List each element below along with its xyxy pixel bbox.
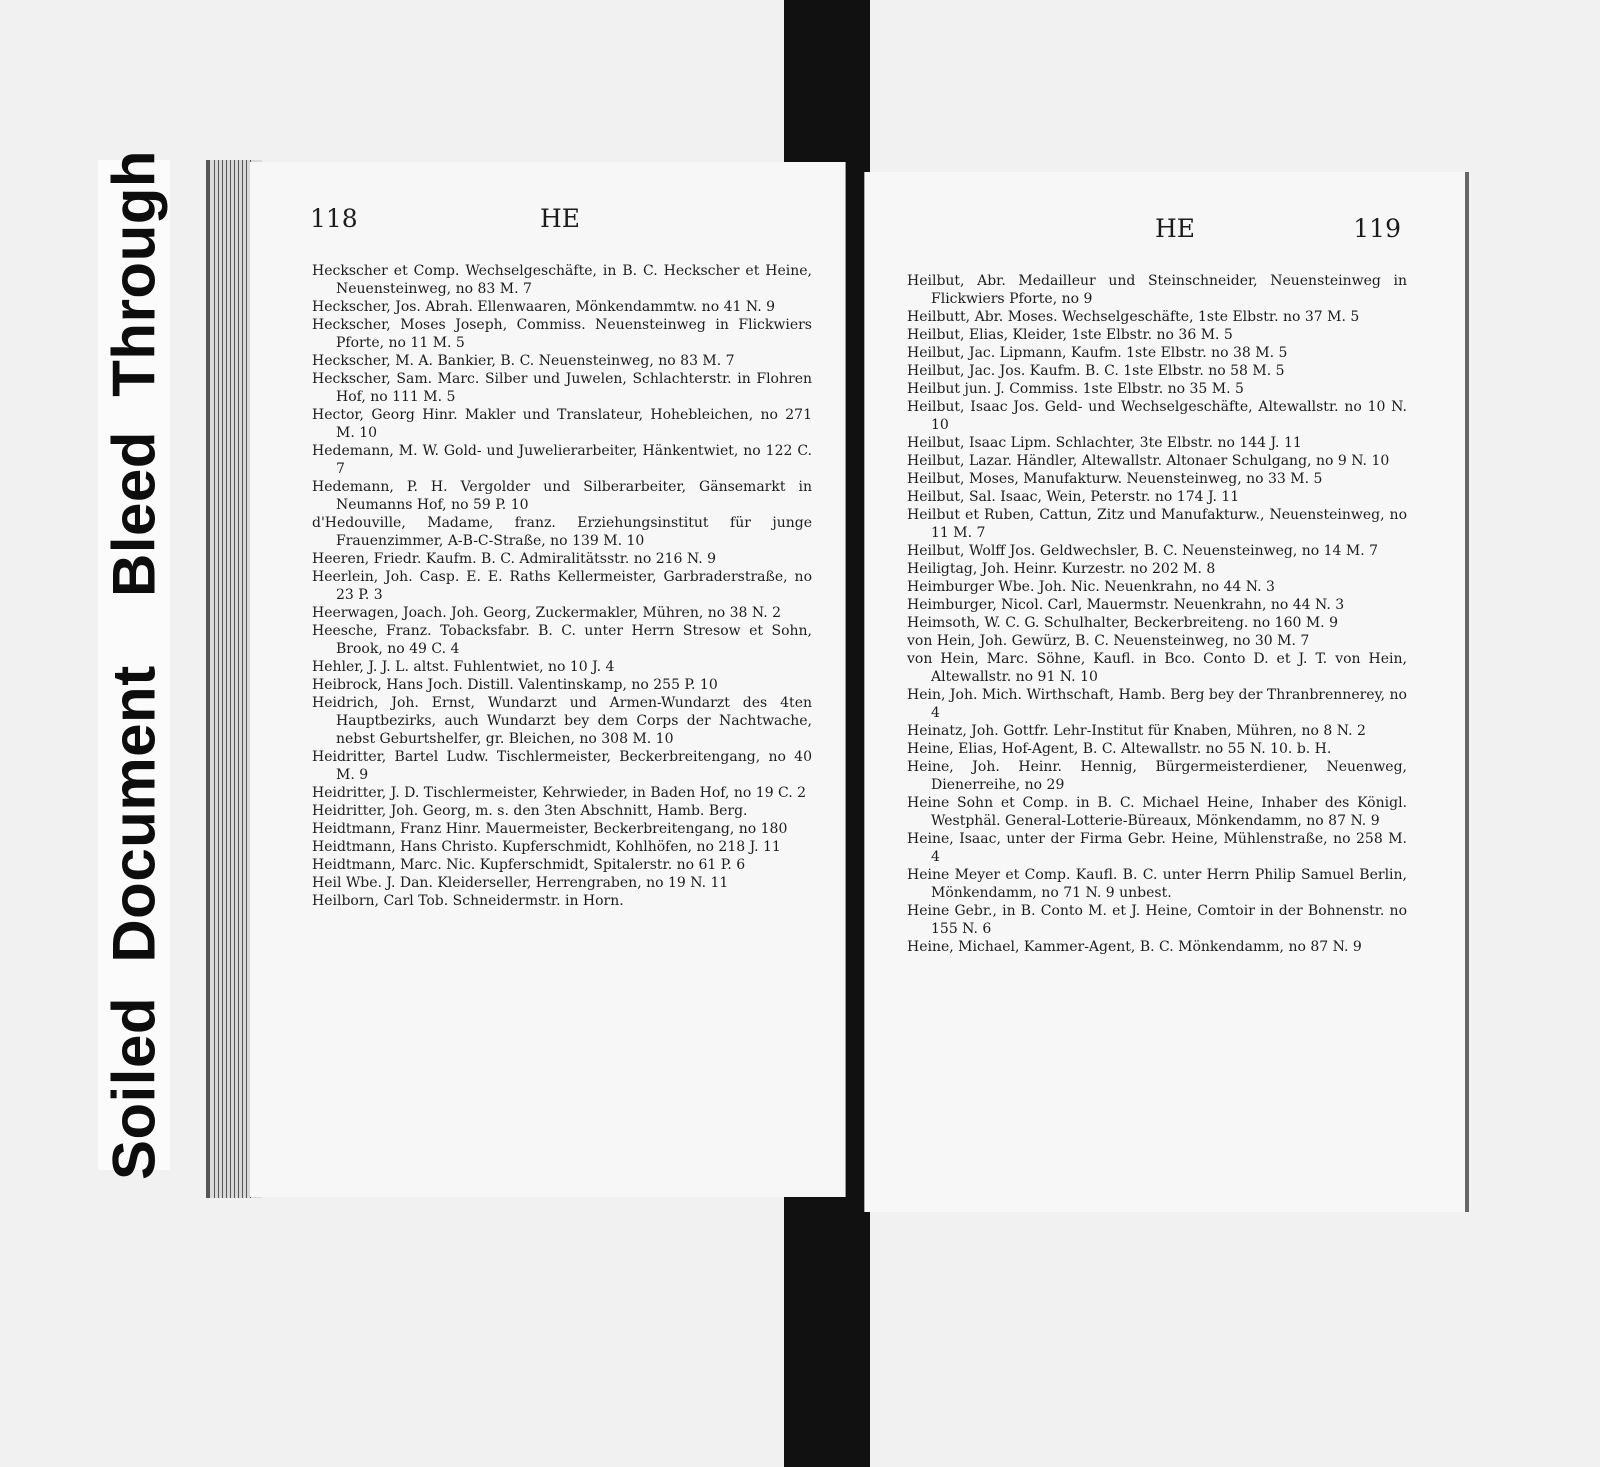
list-item: Heilbut jun. J. Commiss. 1ste Elbstr. no 35 M. 5 (907, 381, 1244, 397)
list-item: Heckscher, Moses Joseph, Commiss. Neuensteinweg in Flickwiers Pforte, no 11 M. 5 (312, 317, 812, 351)
list-item: Heilbut, Sal. Isaac, Wein, Peterstr. no 174 J. 11 (907, 489, 1240, 505)
list-item: Heilbutt, Abr. Moses. Wechselgeschäfte, 1ste Elbstr. no 37 M. 5 (907, 309, 1360, 325)
list-item: Heine, Michael, Kammer-Agent, B. C. Mönkendamm, no 87 N. 9 (907, 939, 1362, 955)
list-item: Heil Wbe. J. Dan. Kleiderseller, Herrengraben, no 19 N. 11 (312, 875, 729, 891)
list-item: Heckscher, Jos. Abrah. Ellenwaaren, Mönkendammtw. no 41 N. 9 (312, 299, 775, 315)
stamp-label (98, 149, 170, 1181)
list-item: von Hein, Joh. Gewürz, B. C. Neuensteinweg, no 30 M. 7 (907, 633, 1310, 649)
list-item: Heine, Joh. Heinr. Hennig, Bürgermeisterdiener, Neuenweg, Dienerreihe, no 29 (907, 759, 1407, 793)
list-item: Heesche, Franz. Tobacksfabr. B. C. unter Herrn Stresow et Sohn, Brook, no 49 C. 4 (312, 623, 812, 657)
list-item: Heiligtag, Joh. Heinr. Kurzestr. no 202 M. 8 (907, 561, 1216, 577)
stamp-text (100, 150, 169, 1180)
list-item: Heilbut, Moses, Manufakturw. Neuensteinweg, no 33 M. 5 (907, 471, 1323, 487)
list-item: Heilbut, Lazar. Händler, Altewallstr. Altonaer Schulgang, no 9 N. 10 (907, 453, 1390, 469)
list-item: Heine Meyer et Comp. Kaufl. B. C. unter Herrn Philip Samuel Berlin, Mönkendamm, no 71 N. 9 unbest. (907, 867, 1407, 901)
list-item: Heidritter, J. D. Tischlermeister, Kehrwieder, in Baden Hof, no 19 C. 2 (312, 785, 807, 801)
stamp-word-document: Document (100, 665, 168, 963)
stamp-word-soiled: Soiled (100, 997, 168, 1181)
list-item: Heilbut, Abr. Medailleur und Steinschneider, Neuensteinweg in Flickwiers Pforte, no 9 (907, 273, 1407, 307)
list-item: Hehler, J. J. L. altst. Fuhlentwiet, no 10 J. 4 (312, 659, 615, 675)
list-item: d'Hedouville, Madame, franz. Erziehungsinstitut für junge Frauenzimmer, A-B-C-Straße, no 139 M. 10 (312, 515, 812, 549)
right-page (864, 172, 1469, 1212)
stamp-word-through: Through (100, 149, 168, 397)
list-item: Heimsoth, W. C. G. Schulhalter, Beckerbreiteng. no 160 M. 9 (907, 615, 1338, 631)
entry-list (907, 272, 1407, 956)
list-item: Heeren, Friedr. Kaufm. B. C. Admiralitätsstr. no 216 N. 9 (312, 551, 717, 567)
running-head: HE (1155, 214, 1196, 243)
list-item: Heerwagen, Joach. Joh. Georg, Zuckermakler, Mühren, no 38 N. 2 (312, 605, 782, 621)
list-item: Heine Sohn et Comp. in B. C. Michael Heine, Inhaber des Königl. Westphäl. General-Lotterie-Büreaux, Mönkendamm, no 87 N. 9 (907, 795, 1407, 829)
list-item: Heimburger Wbe. Joh. Nic. Neuenkrahn, no 44 N. 3 (907, 579, 1275, 595)
list-item: Heilborn, Carl Tob. Schneidermstr. in Horn. (312, 893, 624, 909)
running-head: HE (540, 204, 581, 233)
list-item: Heckscher, Sam. Marc. Silber und Juwelen, Schlachterstr. in Flohren Hof, no 111 M. 5 (312, 371, 812, 405)
list-item: Heilbut et Ruben, Cattun, Zitz und Manufakturw., Neuensteinweg, no 11 M. 7 (907, 507, 1407, 541)
list-item: von Hein, Marc. Söhne, Kaufl. in Bco. Conto D. et J. T. von Hein, Altewallstr. no 91 N. 10 (907, 651, 1407, 685)
list-item: Heilbut, Wolff Jos. Geldwechsler, B. C. Neuensteinweg, no 14 M. 7 (907, 543, 1379, 559)
list-item: Heine Gebr., in B. Conto M. et J. Heine, Comtoir in der Bohnenstr. no 155 N. 6 (907, 903, 1407, 937)
list-item: Heilbut, Isaac Lipm. Schlachter, 3te Elbstr. no 144 J. 11 (907, 435, 1302, 451)
list-item: Hedemann, M. W. Gold- und Juwelierarbeiter, Hänkentwiet, no 122 C. 7 (312, 443, 812, 477)
list-item: Heidrich, Joh. Ernst, Wundarzt und Armen-Wundarzt des 4ten Hauptbezirks, auch Wundarzt bey dem Corps der Nachtwache, nebst Geburtshelfer, gr. Bleichen, no 308 M. 10 (312, 695, 812, 747)
list-item: Hein, Joh. Mich. Wirthschaft, Hamb. Berg bey der Thranbrennerey, no 4 (907, 687, 1407, 721)
list-item: Heimburger, Nicol. Carl, Mauermstr. Neuenkrahn, no 44 N. 3 (907, 597, 1345, 613)
page-number: 119 (1353, 214, 1401, 243)
list-item: Heinatz, Joh. Gottfr. Lehr-Institut für Knaben, Mühren, no 8 N. 2 (907, 723, 1366, 739)
page-number: 118 (310, 204, 358, 233)
list-item: Heidtmann, Marc. Nic. Kupferschmidt, Spitalerstr. no 61 P. 6 (312, 857, 746, 873)
list-item: Heerlein, Joh. Casp. E. E. Raths Kellermeister, Garbraderstraße, no 23 P. 3 (312, 569, 812, 603)
entry-list (312, 262, 812, 910)
list-item: Heckscher et Comp. Wechselgeschäfte, in B. C. Heckscher et Heine, Neuensteinweg, no 83 M. 7 (312, 263, 812, 297)
stamp-word-bleed: Bleed (100, 431, 168, 597)
list-item: Hector, Georg Hinr. Makler und Translateur, Hohebleichen, no 271 M. 10 (312, 407, 812, 441)
list-item: Heilbut, Elias, Kleider, 1ste Elbstr. no 36 M. 5 (907, 327, 1233, 343)
list-item: Heidritter, Bartel Ludw. Tischlermeister, Beckerbreitengang, no 40 M. 9 (312, 749, 812, 783)
list-item: Heine, Elias, Hof-Agent, B. C. Altewallstr. no 55 N. 10. b. H. (907, 741, 1332, 757)
list-item: Heidtmann, Franz Hinr. Mauermeister, Beckerbreitengang, no 180 (312, 821, 788, 837)
list-item: Heidritter, Joh. Georg, m. s. den 3ten Abschnitt, Hamb. Berg. (312, 803, 748, 819)
list-item: Heilbut, Jac. Jos. Kaufm. B. C. 1ste Elbstr. no 58 M. 5 (907, 363, 1285, 379)
list-item: Heine, Isaac, unter der Firma Gebr. Heine, Mühlenstraße, no 258 M. 4 (907, 831, 1407, 865)
left-page (250, 162, 846, 1197)
list-item: Heilbut, Isaac Jos. Geld- und Wechselgeschäfte, Altewallstr. no 10 N. 10 (907, 399, 1407, 433)
list-item: Heckscher, M. A. Bankier, B. C. Neuensteinweg, no 83 M. 7 (312, 353, 735, 369)
list-item: Heilbut, Jac. Lipmann, Kaufm. 1ste Elbstr. no 38 M. 5 (907, 345, 1288, 361)
list-item: Heibrock, Hans Joch. Distill. Valentinskamp, no 255 P. 10 (312, 677, 718, 693)
list-item: Hedemann, P. H. Vergolder und Silberarbeiter, Gänsemarkt in Neumanns Hof, no 59 P. 10 (312, 479, 812, 513)
list-item: Heidtmann, Hans Christo. Kupferschmidt, Kohlhöfen, no 218 J. 11 (312, 839, 781, 855)
